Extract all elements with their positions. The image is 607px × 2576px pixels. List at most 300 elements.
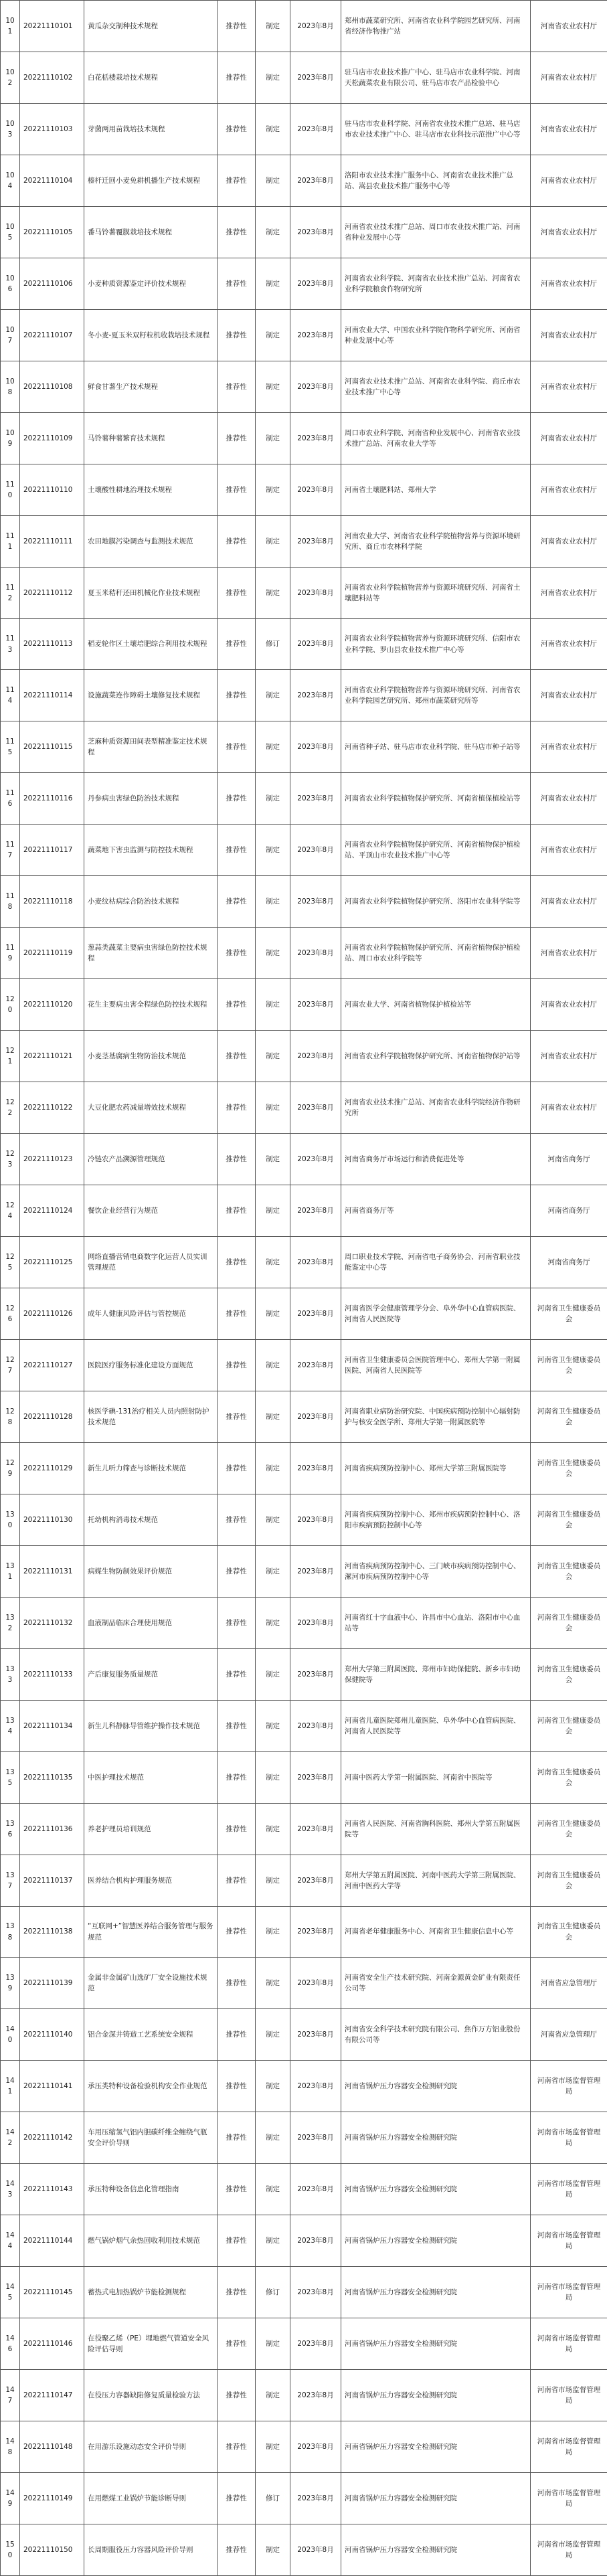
table-row (1, 2524, 607, 2576)
row-number-cell: 139 (1, 1958, 20, 2009)
project-code-cell: 20221110138 (20, 1907, 84, 1958)
project-code-cell: 20221110143 (20, 2164, 84, 2215)
revision-type-cell: 制定 (256, 1701, 290, 1752)
row-number-cell: 145 (1, 2267, 20, 2318)
standard-name-cell: 设施蔬菜连作障碍土壤修复技术规程 (84, 670, 218, 721)
revision-type-cell: 制定 (256, 979, 290, 1031)
standard-nature-cell: 推荐性 (218, 1185, 256, 1237)
row-number-cell: 143 (1, 2164, 20, 2215)
revision-type-cell: 制定 (256, 876, 290, 928)
completion-date-cell: 2023年8月 (290, 516, 341, 568)
project-code-cell: 20221110118 (20, 876, 84, 928)
competent-department-cell: 河南省农业农村厅 (531, 52, 607, 104)
revision-type-cell: 制定 (256, 104, 290, 155)
row-number-cell: 148 (1, 2421, 20, 2473)
table-row (1, 258, 607, 310)
competent-department-cell: 河南省应急管理厅 (531, 1958, 607, 2009)
revision-type-cell: 制定 (256, 1804, 290, 1855)
completion-date-cell: 2023年8月 (290, 2061, 341, 2112)
row-number-cell: 149 (1, 2473, 20, 2524)
standard-name-cell: 病媒生物防制效果评价规范 (84, 1546, 218, 1598)
revision-type-cell: 制定 (256, 2164, 290, 2215)
drafting-units-cell: 河南省农业科学院植物营养与资源环境研究所、信阳市农业科学院、罗山县农业技术推广中心等 (341, 619, 531, 670)
competent-department-cell: 河南省农业农村厅 (531, 1, 607, 52)
standard-nature-cell: 推荐性 (218, 1340, 256, 1391)
table-row (1, 2473, 607, 2524)
competent-department-cell: 河南省卫生健康委员会 (531, 1288, 607, 1340)
completion-date-cell: 2023年8月 (290, 1082, 341, 1134)
standard-nature-cell: 推荐性 (218, 2524, 256, 2576)
project-code-cell: 20221110133 (20, 1649, 84, 1701)
completion-date-cell: 2023年8月 (290, 1804, 341, 1855)
row-number-cell: 132 (1, 1598, 20, 1649)
completion-date-cell: 2023年8月 (290, 1134, 341, 1185)
competent-department-cell: 河南省农业农村厅 (531, 310, 607, 361)
competent-department-cell: 河南省卫生健康委员会 (531, 1494, 607, 1546)
drafting-units-cell: 河南省锅炉压力容器安全检测研究院 (341, 2215, 531, 2267)
revision-type-cell: 制定 (256, 1752, 290, 1804)
row-number-cell: 121 (1, 1031, 20, 1082)
drafting-units-cell: 河南省医学会健康管理学分会、阜外华中心血管病医院、河南省人民医院等 (341, 1288, 531, 1340)
revision-type-cell: 制定 (256, 2112, 290, 2164)
project-code-cell: 20221110124 (20, 1185, 84, 1237)
competent-department-cell: 河南省农业农村厅 (531, 413, 607, 464)
competent-department-cell: 河南省卫生健康委员会 (531, 1598, 607, 1649)
standard-nature-cell: 推荐性 (218, 2370, 256, 2421)
standard-nature-cell: 推荐性 (218, 2164, 256, 2215)
standard-nature-cell: 推荐性 (218, 1907, 256, 1958)
standard-name-cell: 冷链农产品溯源管理规范 (84, 1134, 218, 1185)
table-row (1, 1391, 607, 1443)
standard-name-cell: 燃气锅炉烟气余热回收利用技术规范 (84, 2215, 218, 2267)
completion-date-cell: 2023年8月 (290, 1907, 341, 1958)
completion-date-cell: 2023年8月 (290, 1855, 341, 1907)
drafting-units-cell: 河南农业大学、河南省农业科学院植物营养与资源环境研究所、商丘市农林科学院 (341, 516, 531, 568)
completion-date-cell: 2023年8月 (290, 928, 341, 979)
drafting-units-cell: 河南省商务厅等 (341, 1185, 531, 1237)
completion-date-cell: 2023年8月 (290, 619, 341, 670)
standard-nature-cell: 推荐性 (218, 928, 256, 979)
completion-date-cell: 2023年8月 (290, 1546, 341, 1598)
revision-type-cell: 制定 (256, 1649, 290, 1701)
project-code-cell: 20221110150 (20, 2524, 84, 2576)
completion-date-cell: 2023年8月 (290, 2524, 341, 2576)
revision-type-cell: 制定 (256, 207, 290, 258)
standard-name-cell: 产后康复服务质量规范 (84, 1649, 218, 1701)
competent-department-cell: 河南省卫生健康委员会 (531, 1804, 607, 1855)
project-code-cell: 20221110115 (20, 721, 84, 773)
drafting-units-cell: 河南省农业科学院植物保护研究所、洛阳市农业科学院等 (341, 876, 531, 928)
completion-date-cell: 2023年8月 (290, 568, 341, 619)
competent-department-cell: 河南省农业农村厅 (531, 670, 607, 721)
standard-name-cell: 夏玉米秸秆还田机械化作业技术规程 (84, 568, 218, 619)
revision-type-cell: 制定 (256, 1958, 290, 2009)
completion-date-cell: 2023年8月 (290, 258, 341, 310)
table-row (1, 1, 607, 52)
standard-nature-cell: 推荐性 (218, 670, 256, 721)
table-row (1, 1082, 607, 1134)
standard-name-cell: 蓄热式电加热锅炉节能检测规程 (84, 2267, 218, 2318)
drafting-units-cell: 驻马店市农业技术推广中心、驻马店市农业科学院、河南天松蔬菜农业有限公司、驻马店市农产品检验中心 (341, 52, 531, 104)
revision-type-cell: 修订 (256, 2473, 290, 2524)
drafting-units-cell: 河南农业大学、河南省植物保护植检站等 (341, 979, 531, 1031)
row-number-cell: 118 (1, 876, 20, 928)
competent-department-cell: 河南省市场监督管理局 (531, 2421, 607, 2473)
project-code-cell: 20221110137 (20, 1855, 84, 1907)
standard-nature-cell: 推荐性 (218, 2318, 256, 2370)
row-number-cell: 144 (1, 2215, 20, 2267)
revision-type-cell: 制定 (256, 1443, 290, 1494)
row-number-cell: 116 (1, 773, 20, 825)
row-number-cell: 115 (1, 721, 20, 773)
row-number-cell: 141 (1, 2061, 20, 2112)
project-code-cell: 20221110104 (20, 155, 84, 207)
standard-name-cell: 芝麻种质资源田间表型精准鉴定技术规程 (84, 721, 218, 773)
standard-name-cell: 白花栝楼栽培技术规程 (84, 52, 218, 104)
table-row (1, 670, 607, 721)
drafting-units-cell: 河南省商务厅市场运行和消费促进处等 (341, 1134, 531, 1185)
competent-department-cell: 河南省卫生健康委员会 (531, 1340, 607, 1391)
drafting-units-cell: 河南农业大学、中国农业科学院作物科学研究所、河南省种业发展中心等 (341, 310, 531, 361)
row-number-cell: 128 (1, 1391, 20, 1443)
table-row (1, 413, 607, 464)
row-number-cell: 112 (1, 568, 20, 619)
completion-date-cell: 2023年8月 (290, 464, 341, 516)
standard-nature-cell: 推荐性 (218, 2215, 256, 2267)
standard-nature-cell: 推荐性 (218, 876, 256, 928)
standard-nature-cell: 推荐性 (218, 1804, 256, 1855)
table-row (1, 721, 607, 773)
standard-name-cell: 在役压力容器缺陷修复质量检验方法 (84, 2370, 218, 2421)
standard-name-cell: 金属非金属矿山选矿厂安全设施技术规范 (84, 1958, 218, 2009)
revision-type-cell: 制定 (256, 310, 290, 361)
row-number-cell: 111 (1, 516, 20, 568)
competent-department-cell: 河南省农业农村厅 (531, 825, 607, 876)
row-number-cell: 113 (1, 619, 20, 670)
table-row (1, 1134, 607, 1185)
revision-type-cell: 制定 (256, 2421, 290, 2473)
table-row (1, 1598, 607, 1649)
competent-department-cell: 河南省市场监督管理局 (531, 2215, 607, 2267)
standard-nature-cell: 推荐性 (218, 104, 256, 155)
table-row (1, 1288, 607, 1340)
standard-nature-cell: 推荐性 (218, 568, 256, 619)
row-number-cell: 114 (1, 670, 20, 721)
competent-department-cell: 河南省农业农村厅 (531, 104, 607, 155)
competent-department-cell: 河南省卫生健康委员会 (531, 1649, 607, 1701)
project-code-cell: 20221110110 (20, 464, 84, 516)
competent-department-cell: 河南省农业农村厅 (531, 155, 607, 207)
table-row (1, 2009, 607, 2061)
project-code-cell: 20221110147 (20, 2370, 84, 2421)
table-row (1, 825, 607, 876)
revision-type-cell: 制定 (256, 825, 290, 876)
revision-type-cell: 制定 (256, 1185, 290, 1237)
competent-department-cell: 河南省市场监督管理局 (531, 2061, 607, 2112)
row-number-cell: 127 (1, 1340, 20, 1391)
row-number-cell: 135 (1, 1752, 20, 1804)
standard-name-cell: 稻麦轮作区土壤培肥综合利用技术规程 (84, 619, 218, 670)
competent-department-cell: 河南省市场监督管理局 (531, 2318, 607, 2370)
completion-date-cell: 2023年8月 (290, 361, 341, 413)
completion-date-cell: 2023年8月 (290, 1391, 341, 1443)
row-number-cell: 131 (1, 1546, 20, 1598)
project-code-cell: 20221110116 (20, 773, 84, 825)
table-row (1, 979, 607, 1031)
revision-type-cell: 制定 (256, 1907, 290, 1958)
table-row (1, 516, 607, 568)
row-number-cell: 119 (1, 928, 20, 979)
row-number-cell: 142 (1, 2112, 20, 2164)
table-row (1, 2370, 607, 2421)
project-code-cell: 20221110108 (20, 361, 84, 413)
standard-name-cell: 黄瓜杂交制种技术规程 (84, 1, 218, 52)
project-code-cell: 20221110105 (20, 207, 84, 258)
competent-department-cell: 河南省农业农村厅 (531, 876, 607, 928)
standard-name-cell: 承压特种设备信息化管理指南 (84, 2164, 218, 2215)
table-row (1, 155, 607, 207)
table-row (1, 876, 607, 928)
table-row (1, 2318, 607, 2370)
table-row (1, 1649, 607, 1701)
row-number-cell: 124 (1, 1185, 20, 1237)
table-row (1, 1804, 607, 1855)
standard-nature-cell: 推荐性 (218, 1494, 256, 1546)
standard-name-cell: 花生主要病虫害全程绿色防控技术规程 (84, 979, 218, 1031)
completion-date-cell: 2023年8月 (290, 1598, 341, 1649)
completion-date-cell: 2023年8月 (290, 1, 341, 52)
standard-name-cell: 鲜食甘薯生产技术规程 (84, 361, 218, 413)
standard-nature-cell: 推荐性 (218, 2267, 256, 2318)
revision-type-cell: 制定 (256, 516, 290, 568)
competent-department-cell: 河南省市场监督管理局 (531, 2473, 607, 2524)
revision-type-cell: 制定 (256, 928, 290, 979)
table-row (1, 207, 607, 258)
standard-name-cell: 承压类特种设备检验机构安全作业规范 (84, 2061, 218, 2112)
drafting-units-cell: 河南省锅炉压力容器安全检测研究院 (341, 2524, 531, 2576)
table-row (1, 1546, 607, 1598)
standard-name-cell: 小麦茎基腐病生物防治技术规范 (84, 1031, 218, 1082)
standard-name-cell: 托幼机构消毒技术规范 (84, 1494, 218, 1546)
revision-type-cell: 制定 (256, 2061, 290, 2112)
drafting-units-cell: 河南省安全科学技术研究院有限公司、焦作万方铝业股份有限公司等 (341, 2009, 531, 2061)
completion-date-cell: 2023年8月 (290, 207, 341, 258)
drafting-units-cell: 河南省儿童医院郑州儿童医院、阜外华中心血管病医院、河南省人民医院等 (341, 1701, 531, 1752)
completion-date-cell: 2023年8月 (290, 2421, 341, 2473)
completion-date-cell: 2023年8月 (290, 773, 341, 825)
table-row (1, 1340, 607, 1391)
standard-name-cell: 土壤酸性耕地治理技术规程 (84, 464, 218, 516)
competent-department-cell: 河南省应急管理厅 (531, 2009, 607, 2061)
standard-name-cell: 在用游乐设施动态安全评价导则 (84, 2421, 218, 2473)
table-row (1, 2215, 607, 2267)
revision-type-cell: 制定 (256, 2009, 290, 2061)
standard-name-cell: 葱蒜类蔬菜主要病虫害绿色防控技术规程 (84, 928, 218, 979)
revision-type-cell: 制定 (256, 52, 290, 104)
project-code-cell: 20221110106 (20, 258, 84, 310)
standard-nature-cell: 推荐性 (218, 52, 256, 104)
drafting-units-cell: 河南省疾病预防控制中心、三门峡市疾病预防控制中心、漯河市疾病预防控制中心等 (341, 1546, 531, 1598)
standard-name-cell: 医养结合机构护理服务规范 (84, 1855, 218, 1907)
project-code-cell: 20221110130 (20, 1494, 84, 1546)
drafting-units-cell: 河南省红十字血液中心、许昌市中心血站、洛阳市中心血站等 (341, 1598, 531, 1649)
table-row (1, 928, 607, 979)
drafting-units-cell: 河南省锅炉压力容器安全检测研究院 (341, 2164, 531, 2215)
standard-name-cell: 小麦纹枯病综合防治技术规程 (84, 876, 218, 928)
table-row (1, 1855, 607, 1907)
standard-nature-cell: 推荐性 (218, 1134, 256, 1185)
standard-name-cell: 核医学碘-131治疗相关人员内照射防护技术规范 (84, 1391, 218, 1443)
row-number-cell: 103 (1, 104, 20, 155)
standard-name-cell: 中医护理技术规范 (84, 1752, 218, 1804)
completion-date-cell: 2023年8月 (290, 2370, 341, 2421)
standard-nature-cell: 推荐性 (218, 1082, 256, 1134)
drafting-units-cell: 河南省锅炉压力容器安全检测研究院 (341, 2318, 531, 2370)
drafting-units-cell: 河南省土壤肥料站、郑州大学 (341, 464, 531, 516)
revision-type-cell: 制定 (256, 568, 290, 619)
table-row (1, 619, 607, 670)
standard-name-cell: 新生儿听力筛查与诊断技术规范 (84, 1443, 218, 1494)
drafting-units-cell: 河南省农业科学院、河南省农业技术推广总站、河南省农业科学院粮食作物研究所 (341, 258, 531, 310)
completion-date-cell: 2023年8月 (290, 979, 341, 1031)
project-code-cell: 20221110139 (20, 1958, 84, 2009)
competent-department-cell: 河南省卫生健康委员会 (531, 1907, 607, 1958)
standard-nature-cell: 推荐性 (218, 979, 256, 1031)
project-code-cell: 20221110102 (20, 52, 84, 104)
revision-type-cell: 制定 (256, 1855, 290, 1907)
revision-type-cell: 制定 (256, 2215, 290, 2267)
project-code-cell: 20221110142 (20, 2112, 84, 2164)
project-code-cell: 20221110109 (20, 413, 84, 464)
project-code-cell: 20221110121 (20, 1031, 84, 1082)
drafting-units-cell: 河南省锅炉压力容器安全检测研究院 (341, 2061, 531, 2112)
table-row (1, 1031, 607, 1082)
standard-name-cell: 车用压缩氢气铝内胆碳纤维全缠绕气瓶安全评价导则 (84, 2112, 218, 2164)
revision-type-cell: 制定 (256, 464, 290, 516)
completion-date-cell: 2023年8月 (290, 1494, 341, 1546)
standard-nature-cell: 推荐性 (218, 619, 256, 670)
completion-date-cell: 2023年8月 (290, 1031, 341, 1082)
row-number-cell: 125 (1, 1237, 20, 1288)
standard-name-cell: 网络直播营销电商数字化运营人员实训管理规范 (84, 1237, 218, 1288)
completion-date-cell: 2023年8月 (290, 2164, 341, 2215)
revision-type-cell: 制定 (256, 2370, 290, 2421)
row-number-cell: 122 (1, 1082, 20, 1134)
project-code-cell: 20221110136 (20, 1804, 84, 1855)
drafting-units-cell: 河南省农业科学院植物保护研究所、河南省植物保护植检站、周口市农业科学院等 (341, 928, 531, 979)
standard-nature-cell: 推荐性 (218, 464, 256, 516)
row-number-cell: 109 (1, 413, 20, 464)
table-row (1, 1237, 607, 1288)
standard-name-cell: 小麦种质资源鉴定评价技术规程 (84, 258, 218, 310)
project-code-cell: 20221110132 (20, 1598, 84, 1649)
competent-department-cell: 河南省卫生健康委员会 (531, 1443, 607, 1494)
completion-date-cell: 2023年8月 (290, 876, 341, 928)
project-code-cell: 20221110112 (20, 568, 84, 619)
project-code-cell: 20221110127 (20, 1340, 84, 1391)
completion-date-cell: 2023年8月 (290, 1340, 341, 1391)
revision-type-cell: 制定 (256, 1494, 290, 1546)
revision-type-cell: 制定 (256, 1598, 290, 1649)
project-code-cell: 20221110123 (20, 1134, 84, 1185)
standard-name-cell: 餐饮企业经营行为规范 (84, 1185, 218, 1237)
competent-department-cell: 河南省农业农村厅 (531, 979, 607, 1031)
revision-type-cell: 制定 (256, 361, 290, 413)
row-number-cell: 140 (1, 2009, 20, 2061)
row-number-cell: 133 (1, 1649, 20, 1701)
standard-nature-cell: 推荐性 (218, 1752, 256, 1804)
table-row (1, 464, 607, 516)
completion-date-cell: 2023年8月 (290, 2215, 341, 2267)
standard-name-cell: 血液制品临床合理使用规范 (84, 1598, 218, 1649)
standard-nature-cell: 推荐性 (218, 361, 256, 413)
revision-type-cell: 制定 (256, 258, 290, 310)
completion-date-cell: 2023年8月 (290, 721, 341, 773)
standard-nature-cell: 推荐性 (218, 1237, 256, 1288)
competent-department-cell: 河南省市场监督管理局 (531, 2370, 607, 2421)
row-number-cell: 138 (1, 1907, 20, 1958)
table-row (1, 2164, 607, 2215)
standard-name-cell: 铝合金深井铸造工艺系统安全规程 (84, 2009, 218, 2061)
standard-nature-cell: 推荐性 (218, 516, 256, 568)
standard-name-cell: 在用燃煤工业锅炉节能诊断导则 (84, 2473, 218, 2524)
completion-date-cell: 2023年8月 (290, 413, 341, 464)
standard-nature-cell: 推荐性 (218, 773, 256, 825)
completion-date-cell: 2023年8月 (290, 104, 341, 155)
completion-date-cell: 2023年8月 (290, 52, 341, 104)
revision-type-cell: 修订 (256, 619, 290, 670)
revision-type-cell: 制定 (256, 1134, 290, 1185)
competent-department-cell: 河南省农业农村厅 (531, 207, 607, 258)
standard-name-cell: 在役聚乙烯（PE）埋地燃气管道安全风险评估导则 (84, 2318, 218, 2370)
table-row (1, 1185, 607, 1237)
drafting-units-cell: 河南省农业技术推广总站、河南省农业科学院经济作物研究所 (341, 1082, 531, 1134)
drafting-units-cell: 河南省农业科学院植物营养与资源环境研究所、河南省农业科学院园艺研究所、郑州市蔬菜研究所等 (341, 670, 531, 721)
row-number-cell: 105 (1, 207, 20, 258)
competent-department-cell: 河南省商务厅 (531, 1237, 607, 1288)
completion-date-cell: 2023年8月 (290, 670, 341, 721)
completion-date-cell: 2023年8月 (290, 1701, 341, 1752)
project-code-cell: 20221110144 (20, 2215, 84, 2267)
standard-name-cell: 农田地膜污染调查与监测技术规范 (84, 516, 218, 568)
completion-date-cell: 2023年8月 (290, 1958, 341, 2009)
standard-nature-cell: 推荐性 (218, 1546, 256, 1598)
revision-type-cell: 制定 (256, 1, 290, 52)
competent-department-cell: 河南省农业农村厅 (531, 773, 607, 825)
table-row (1, 2061, 607, 2112)
drafting-units-cell: 河南省农业科学院植物保护研究所、河南省植物保护站等 (341, 1031, 531, 1082)
standard-name-cell: 番马铃薯覆膜栽培技术规程 (84, 207, 218, 258)
standard-nature-cell: 推荐性 (218, 1958, 256, 2009)
revision-type-cell: 制定 (256, 670, 290, 721)
standard-name-cell: 马铃薯种薯繁育技术规程 (84, 413, 218, 464)
revision-type-cell: 制定 (256, 2524, 290, 2576)
table-row (1, 2421, 607, 2473)
row-number-cell: 107 (1, 310, 20, 361)
project-code-cell: 20221110131 (20, 1546, 84, 1598)
standard-name-cell: 丹参病虫害绿色防治技术规程 (84, 773, 218, 825)
row-number-cell: 136 (1, 1804, 20, 1855)
competent-department-cell: 河南省市场监督管理局 (531, 2112, 607, 2164)
project-code-cell: 20221110122 (20, 1082, 84, 1134)
completion-date-cell: 2023年8月 (290, 1237, 341, 1288)
row-number-cell: 104 (1, 155, 20, 207)
project-code-cell: 20221110117 (20, 825, 84, 876)
drafting-units-cell: 洛阳市农业技术推广服务中心、河南省农业技术推广总站、嵩县农业技术推广服务中心等 (341, 155, 531, 207)
row-number-cell: 106 (1, 258, 20, 310)
drafting-units-cell: 河南省安全生产技术研究院、河南金源黄金矿业有限责任公司等 (341, 1958, 531, 2009)
standard-name-cell: 成年人健康风险评估与管控规范 (84, 1288, 218, 1340)
